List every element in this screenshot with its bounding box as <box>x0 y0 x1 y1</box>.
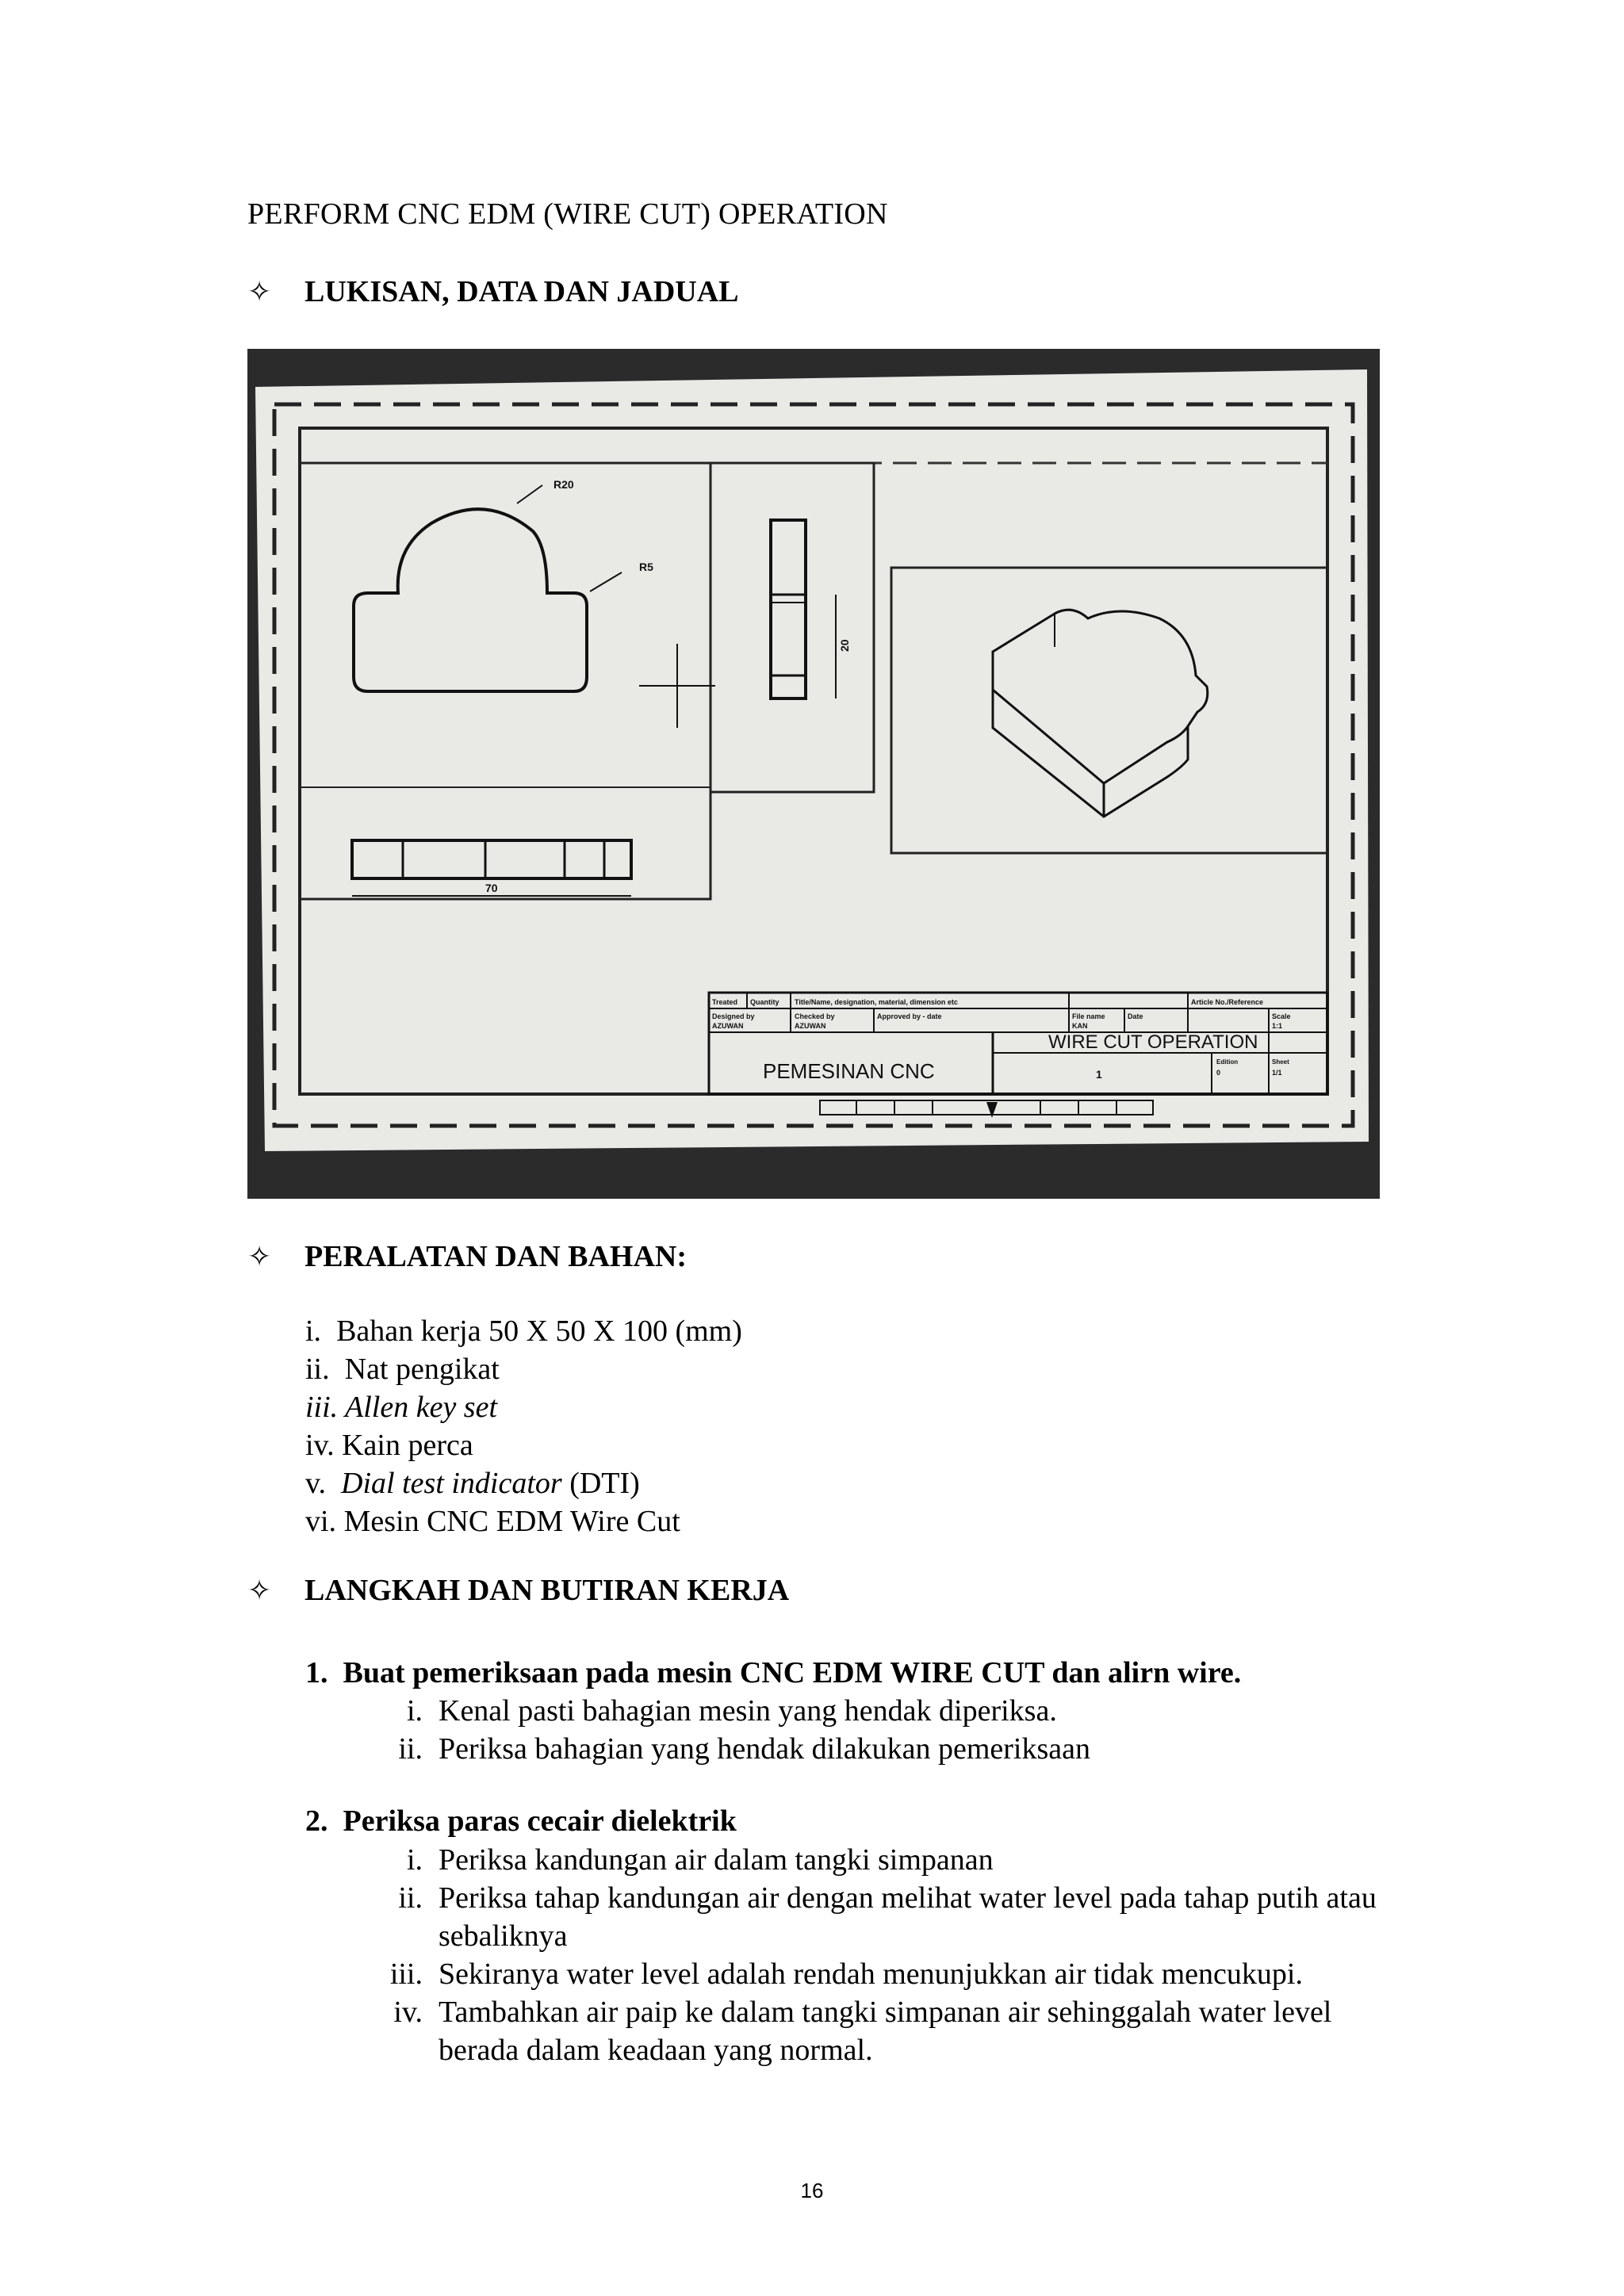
list-item: i. Kenal pasti bahagian mesin yang hendak diperiksa. <box>406 1694 1057 1728</box>
svg-text:Approved by - date: Approved by - date <box>877 1012 942 1020</box>
svg-text:Edition: Edition <box>1216 1058 1239 1066</box>
section-heading-drawing-text: LUKISAN, DATA DAN JADUAL <box>304 275 739 308</box>
page-number: 16 <box>800 2179 824 2202</box>
list-item: vi. Mesin CNC EDM Wire Cut <box>305 1505 680 1538</box>
svg-text:AZUWAN: AZUWAN <box>712 1022 744 1030</box>
step-2-items <box>361 1841 1408 2069</box>
list-item: iv. Kain perca <box>305 1429 473 1462</box>
drawing-svg <box>247 349 1380 1199</box>
list-item: iii. Sekiranya water level adalah rendah menunjukkan air tidak mencukupi. <box>389 1957 1303 1991</box>
sparkle-bullet-icon: ✧ <box>247 276 272 308</box>
svg-text:Scale: Scale <box>1272 1012 1291 1020</box>
list-item: ii. Periksa bahagian yang hendak dilakukan pemeriksaan <box>398 1732 1090 1766</box>
svg-text:Date: Date <box>1128 1012 1143 1020</box>
list-item: iv. Tambahkan air paip ke dalam tangki simpanan air sehinggalah water level berada dalam keadaan yang normal. <box>393 1996 1332 2067</box>
svg-text:1/1: 1/1 <box>1272 1069 1282 1077</box>
section-heading-tools-text: PERALATAN DAN BAHAN: <box>304 1240 688 1273</box>
svg-text:Article No./Reference: Article No./Reference <box>1191 998 1264 1006</box>
list-item: i. Bahan kerja 50 X 50 X 100 (mm) <box>305 1314 742 1348</box>
engineering-drawing-photo <box>247 349 1380 1199</box>
sparkle-bullet-icon: ✧ <box>247 1241 272 1273</box>
svg-text:Treated: Treated <box>712 998 738 1006</box>
svg-text:File name: File name <box>1072 1012 1105 1020</box>
dimension-20: 20 <box>838 639 851 652</box>
sparkle-bullet-icon: ✧ <box>247 1575 272 1607</box>
section-heading-steps-text: LANGKAH DAN BUTIRAN KERJA <box>304 1574 790 1607</box>
list-item: iii. Allen key set <box>305 1391 498 1424</box>
pane-divider <box>300 786 710 788</box>
org-title: PEMESINAN CNC <box>763 1059 935 1083</box>
svg-text:Sheet: Sheet <box>1272 1058 1289 1066</box>
section-heading-drawing <box>247 274 739 309</box>
svg-text:Title/Name, designation, mater: Title/Name, designation, material, dimension etc <box>795 998 958 1006</box>
dimension-r20: R20 <box>553 478 574 491</box>
svg-text:1:1: 1:1 <box>1272 1022 1283 1030</box>
materials-list <box>305 1312 742 1540</box>
list-item: ii. Periksa tahap kandungan air dengan melihat water level pada tahap putih atau sebaliknya <box>398 1881 1377 1953</box>
step-1-heading: 1. Buat pemeriksaan pada mesin CNC EDM WIRE CUT dan alirn wire. <box>305 1656 1242 1689</box>
dimension-r5: R5 <box>639 561 653 573</box>
list-item: ii. Nat pengikat <box>305 1353 500 1386</box>
svg-text:1: 1 <box>1096 1068 1102 1081</box>
list-item: i. Periksa kandungan air dalam tangki simpanan <box>406 1843 994 1877</box>
svg-text:KAN: KAN <box>1072 1022 1088 1030</box>
dimension-70: 70 <box>485 882 498 894</box>
section-heading-tools <box>247 1239 687 1274</box>
page-title: PERFORM CNC EDM (WIRE CUT) OPERATION <box>247 197 888 231</box>
step-1-items <box>361 1692 1408 1768</box>
svg-text:0: 0 <box>1216 1069 1221 1077</box>
svg-text:Checked by: Checked by <box>795 1012 835 1020</box>
section-heading-steps <box>247 1573 789 1608</box>
drawing-title: WIRE CUT OPERATION <box>1048 1031 1258 1053</box>
svg-text:Quantity: Quantity <box>750 998 779 1006</box>
svg-text:AZUWAN: AZUWAN <box>795 1022 826 1030</box>
list-item: v. Dial test indicator (DTI) <box>305 1467 640 1500</box>
step-2-heading: 2. Periksa paras cecair dielektrik <box>305 1804 737 1838</box>
svg-text:Designed by: Designed by <box>712 1012 755 1020</box>
